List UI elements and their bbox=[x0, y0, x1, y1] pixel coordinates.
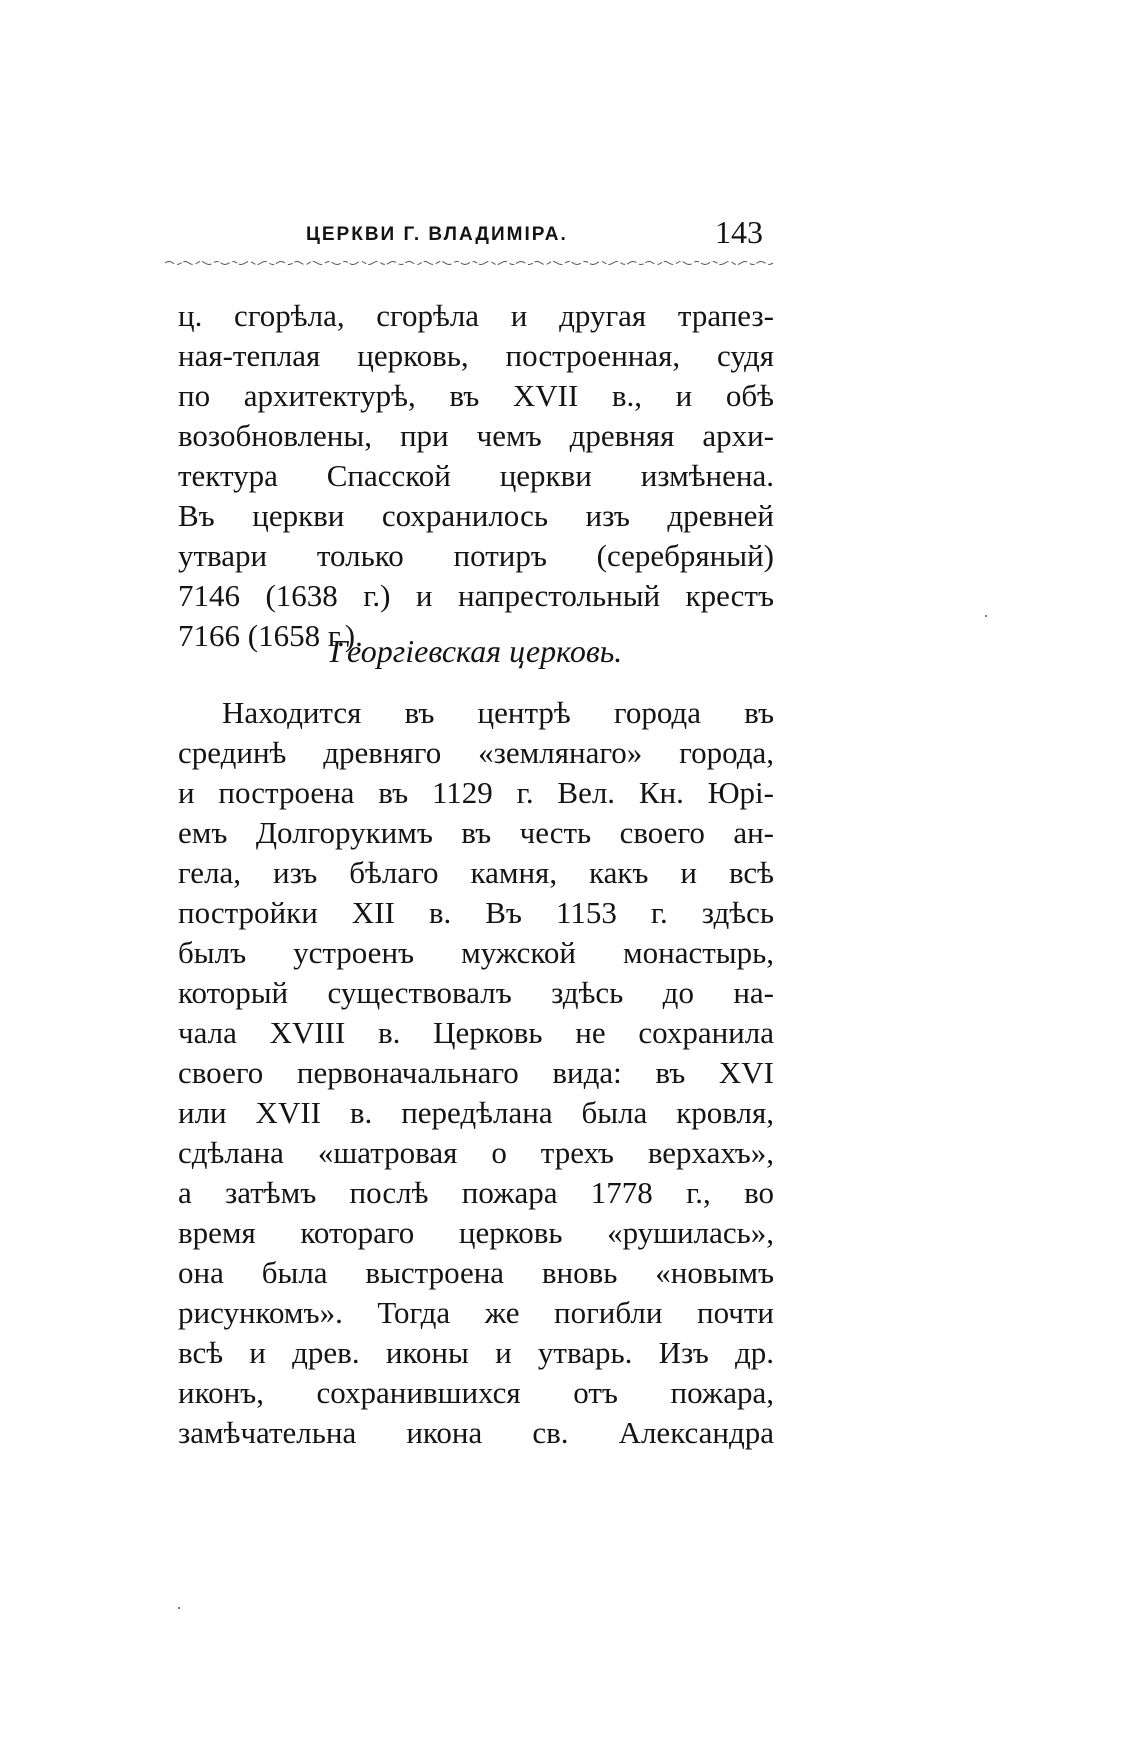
paper-speck bbox=[985, 615, 987, 617]
paragraph-church-description bbox=[178, 693, 774, 1453]
text-line: чала XVIII в. Церковь не сохранила bbox=[178, 1015, 774, 1050]
text-line: всѣ и древ. иконы и утварь. Изъ др. bbox=[178, 1335, 774, 1370]
text-line: время котораго церковь «рушилась», bbox=[178, 1215, 774, 1250]
text-line-indented: Находится въ центрѣ города въ bbox=[222, 695, 774, 730]
wavy-header-rule bbox=[165, 260, 777, 266]
text-line: иконъ, сохранившихся отъ пожара, bbox=[178, 1375, 774, 1410]
text-line: а затѣмъ послѣ пожара 1778 г., во bbox=[178, 1175, 774, 1210]
text-line: Въ церкви сохранилось изъ древней bbox=[178, 498, 774, 533]
text-line: былъ устроенъ мужской монастырь, bbox=[178, 935, 774, 970]
text-line: ц. сгорѣла, сгорѣла и другая трапез- bbox=[178, 298, 774, 333]
page-number: 143 bbox=[715, 214, 763, 250]
text-line: или XVII в. передѣлана была кровля, bbox=[178, 1095, 774, 1130]
paragraph-continued bbox=[178, 296, 774, 656]
text-line: срединѣ древняго «землянаго» города, bbox=[178, 735, 774, 770]
text-line: тектура Спасской церкви измѣнена. bbox=[178, 458, 774, 493]
text-line: постройки XII в. Въ 1153 г. здѣсь bbox=[178, 895, 774, 930]
text-line: она была выстроена вновь «новымъ bbox=[178, 1255, 774, 1290]
text-line: гела, изъ бѣлаго камня, какъ и всѣ bbox=[178, 855, 774, 890]
running-title: ЦЕРКВИ Г. ВЛАДИМIРА. bbox=[306, 224, 568, 245]
text-line: по архитектурѣ, въ XVII в., и обѣ bbox=[178, 378, 774, 413]
section-heading: Георгiевская церковь. bbox=[329, 633, 623, 669]
text-line: сдѣлана «шатровая о трехъ верхахъ», bbox=[178, 1135, 774, 1170]
text-line: и построена въ 1129 г. Вел. Кн. Юрi- bbox=[178, 775, 774, 810]
paper-speck bbox=[178, 1607, 180, 1609]
text-line: замѣчательна икона св. Александра bbox=[178, 1415, 774, 1450]
text-line: возобновлены, при чемъ древняя архи- bbox=[178, 418, 774, 453]
text-line: рисункомъ». Тогда же погибли почти bbox=[178, 1295, 774, 1330]
text-line: 7146 (1638 г.) и напрестольный крестъ bbox=[178, 578, 774, 613]
text-line: 7166 (1658 г.). bbox=[178, 618, 363, 653]
text-line: своего первоначальнаго вида: въ XVI bbox=[178, 1055, 774, 1090]
text-line: который существовалъ здѣсь до на- bbox=[178, 975, 774, 1010]
text-line: емъ Долгорукимъ въ честь своего ан- bbox=[178, 815, 774, 850]
page-header bbox=[165, 210, 775, 260]
text-line: ная-теплая церковь, построенная, судя bbox=[178, 338, 774, 373]
text-line: утвари только потиръ (серебряный) bbox=[178, 538, 774, 573]
